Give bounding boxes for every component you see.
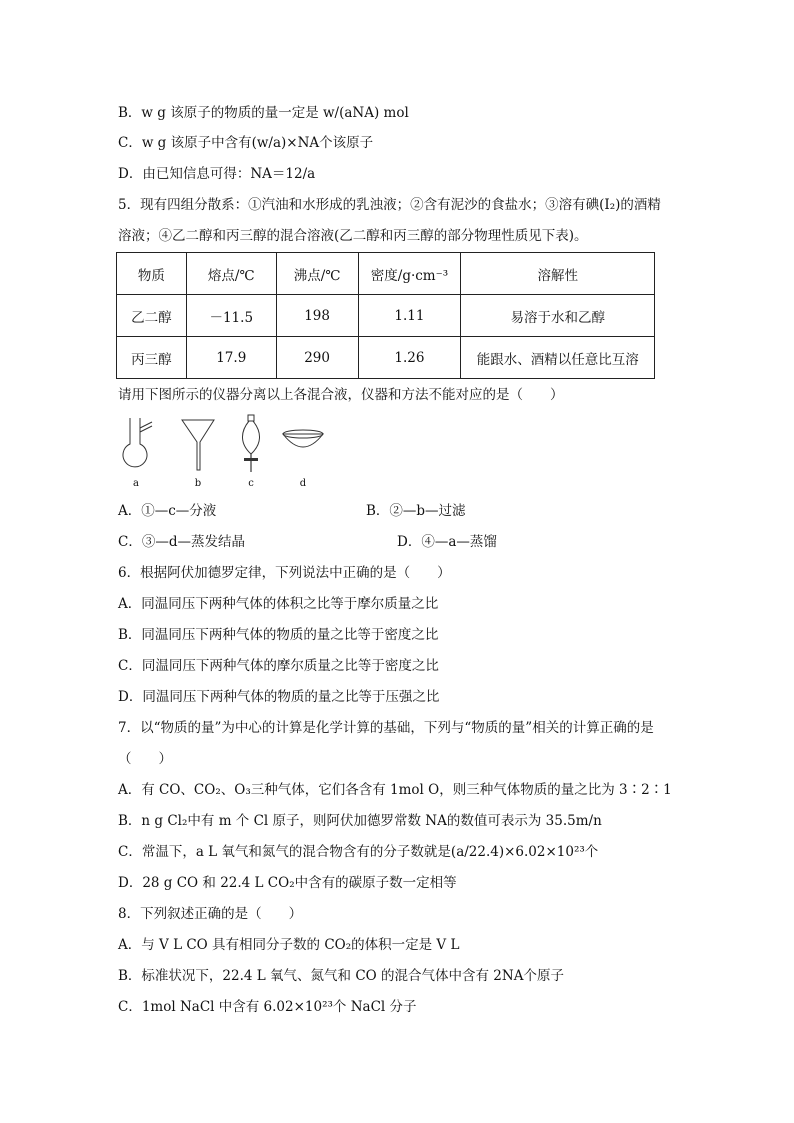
table-header: 沸点/℃ xyxy=(276,253,358,295)
table-cell: 17.9 xyxy=(186,337,276,379)
table-cell: 1.26 xyxy=(358,337,461,379)
line-q8b: B．标准状况下，22.4 L 氧气、氮气和 CO 的混合气体中含有 2NA个原子 xyxy=(118,968,564,984)
line-q6a: A．同温同压下两种气体的体积之比等于摩尔质量之比 xyxy=(118,596,439,612)
line-q6b: B．同温同压下两种气体的物质的量之比等于密度之比 xyxy=(118,627,439,643)
table-header: 物质 xyxy=(117,253,187,295)
line-q7b: B．n g Cl₂中有 m 个 Cl 原子，则阿伏加德罗常数 NA的数值可表示为 35.5m/n xyxy=(118,813,602,829)
line-q7-paren: （ ） xyxy=(118,751,172,767)
table-cell: 乙二醇 xyxy=(117,295,187,337)
line-q7a: A．有 CO、CO₂、O₃三种气体，它们各含有 1mol O，则三种气体物质的量之比为 3∶2∶1 xyxy=(118,782,672,798)
line-q8a: A．与 V L CO 具有相同分子数的 CO₂的体积一定是 V L xyxy=(118,937,460,953)
line-q4c: C．w g 该原子中含有(w/a)×NA个该原子 xyxy=(118,135,374,151)
table-cell: 198 xyxy=(276,295,358,337)
line-q6d: D．同温同压下两种气体的物质的量之比等于压强之比 xyxy=(118,689,440,705)
apparatus-figure xyxy=(118,414,338,494)
table-cell: －11.5 xyxy=(186,295,276,337)
table-header-row xyxy=(117,253,655,295)
line-q8-stem: 8．下列叙述正确的是（ ） xyxy=(118,906,303,922)
line-q5-prompt: 请用下图所示的仪器分离以上各混合液，仪器和方法不能对应的是（ ） xyxy=(118,387,564,403)
q5-option-b: B．②—b—过滤 xyxy=(366,503,466,519)
line-q6-stem: 6．根据阿伏加德罗定律，下列说法中正确的是（ ） xyxy=(118,565,451,581)
apparatus-label-a: a xyxy=(133,478,139,489)
funnel-icon xyxy=(178,414,218,476)
separatory-funnel-icon xyxy=(236,414,266,476)
table-cell: 290 xyxy=(276,337,358,379)
q5-option-d: D．④—a—蒸馏 xyxy=(397,534,497,550)
line-q7d: D．28 g CO 和 22.4 L CO₂中含有的碳原子数一定相等 xyxy=(118,875,457,891)
table-cell: 丙三醇 xyxy=(117,337,187,379)
table-row xyxy=(117,295,655,337)
line-q5-stem-2: 溶液；④乙二醇和丙三醇的混合溶液(乙二醇和丙三醇的部分物理性质见下表)。 xyxy=(118,228,588,244)
line-q7c: C．常温下，a L 氧气和氮气的混合物含有的分子数就是(a/22.4)×6.02×10²³个 xyxy=(118,844,599,860)
table-cell: 能跟水、酒精以任意比互溶 xyxy=(461,337,655,379)
properties-table xyxy=(116,252,655,379)
q5-option-a: A．①—c—分液 xyxy=(118,503,217,519)
line-q4b: B．w g 该原子的物质的量一定是 w/(aNA) mol xyxy=(118,105,409,121)
line-q8c: C．1mol NaCl 中含有 6.02×10²³个 NaCl 分子 xyxy=(118,999,417,1015)
line-q7-stem: 7．以“物质的量”为中心的计算是化学计算的基础，下列与“物质的量”相关的计算正确的是 xyxy=(118,720,654,736)
table-header: 熔点/℃ xyxy=(186,253,276,295)
table-header: 溶解性 xyxy=(461,253,655,295)
apparatus-label-b: b xyxy=(194,478,202,489)
table-cell: 1.11 xyxy=(358,295,461,337)
table-row xyxy=(117,337,655,379)
table-header: 密度/g·cm⁻³ xyxy=(358,253,461,295)
evaporating-dish-icon xyxy=(280,414,326,476)
line-q5-stem-1: 5．现有四组分散系：①汽油和水形成的乳浊液；②含有泥沙的食盐水；③溶有碘(I₂)的酒精 xyxy=(118,197,661,213)
q5-option-c: C．③—d—蒸发结晶 xyxy=(118,534,245,550)
apparatus-label-c: c xyxy=(248,478,254,489)
line-q6c: C．同温同压下两种气体的摩尔质量之比等于密度之比 xyxy=(118,658,439,674)
distilling-flask-icon xyxy=(118,414,158,476)
table-cell: 易溶于水和乙醇 xyxy=(461,295,655,337)
apparatus-label-d: d xyxy=(299,478,307,489)
line-q4d: D．由已知信息可得：NA＝12/a xyxy=(118,166,316,182)
